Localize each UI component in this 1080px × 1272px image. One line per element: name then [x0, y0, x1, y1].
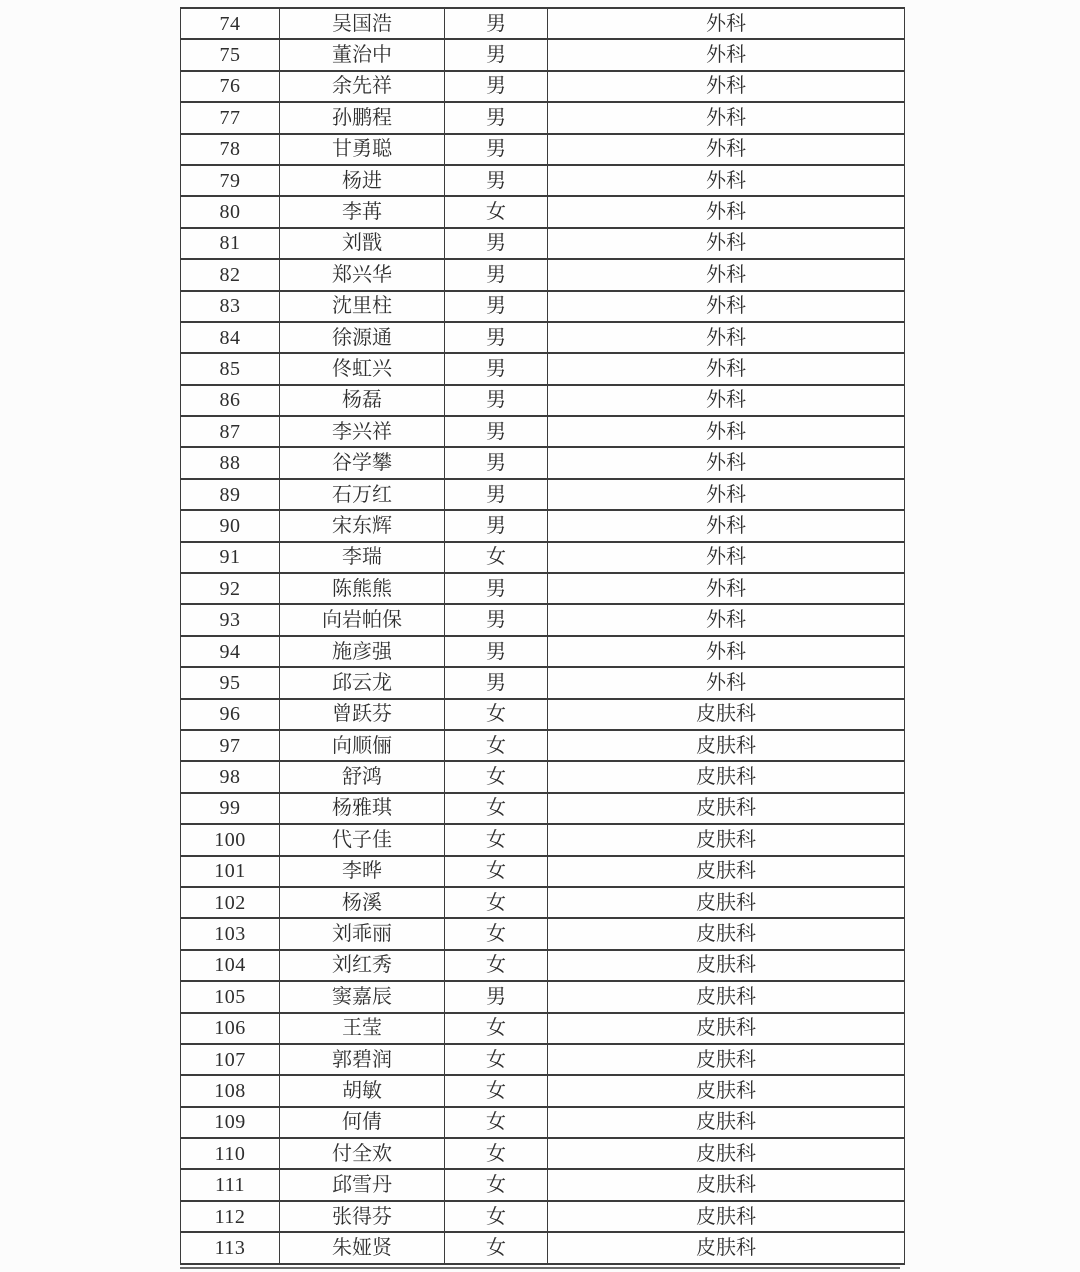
cell-name: 舒鸿 — [280, 761, 445, 792]
next-row-top-border — [180, 1267, 900, 1269]
cell-number: 87 — [181, 416, 280, 447]
cell-number: 81 — [181, 228, 280, 259]
cell-department: 皮肤科 — [548, 1201, 905, 1232]
cell-gender: 男 — [445, 259, 548, 290]
table-row — [181, 322, 905, 353]
table-row — [181, 1075, 905, 1106]
cell-department: 外科 — [548, 667, 905, 698]
table-row — [181, 981, 905, 1012]
table-row — [181, 510, 905, 541]
cell-gender: 女 — [445, 542, 548, 573]
table-row — [181, 1232, 905, 1263]
cell-number: 106 — [181, 1013, 280, 1044]
cell-gender: 男 — [445, 447, 548, 478]
cell-department: 皮肤科 — [548, 887, 905, 918]
cell-name: 徐源通 — [280, 322, 445, 353]
cell-number: 97 — [181, 730, 280, 761]
cell-department: 外科 — [548, 259, 905, 290]
cell-gender: 女 — [445, 1138, 548, 1169]
cell-name: 李晔 — [280, 856, 445, 887]
cell-name: 窦嘉辰 — [280, 981, 445, 1012]
cell-department: 皮肤科 — [548, 1107, 905, 1138]
cell-number: 84 — [181, 322, 280, 353]
cell-name: 胡敏 — [280, 1075, 445, 1106]
cell-name: 沈里柱 — [280, 291, 445, 322]
cell-number: 74 — [181, 8, 280, 39]
cell-gender: 女 — [445, 1044, 548, 1075]
cell-number: 75 — [181, 39, 280, 70]
cell-department: 皮肤科 — [548, 981, 905, 1012]
cell-department: 外科 — [548, 196, 905, 227]
cell-gender: 男 — [445, 416, 548, 447]
cell-department: 外科 — [548, 636, 905, 667]
cell-name: 李兴祥 — [280, 416, 445, 447]
cell-number: 113 — [181, 1232, 280, 1263]
cell-gender: 女 — [445, 196, 548, 227]
cell-department: 外科 — [548, 134, 905, 165]
cell-name: 代子佳 — [280, 824, 445, 855]
cell-name: 向顺俪 — [280, 730, 445, 761]
table-row — [181, 102, 905, 133]
cell-number: 93 — [181, 604, 280, 635]
cell-number: 77 — [181, 102, 280, 133]
cell-gender: 男 — [445, 604, 548, 635]
cell-name: 何倩 — [280, 1107, 445, 1138]
cell-gender: 男 — [445, 510, 548, 541]
cell-department: 外科 — [548, 447, 905, 478]
cell-department: 皮肤科 — [548, 824, 905, 855]
cell-department: 外科 — [548, 479, 905, 510]
cell-number: 95 — [181, 667, 280, 698]
table-row — [181, 71, 905, 102]
table-row — [181, 134, 905, 165]
cell-gender: 男 — [445, 385, 548, 416]
cell-gender: 男 — [445, 981, 548, 1012]
cell-gender: 女 — [445, 887, 548, 918]
cell-number: 107 — [181, 1044, 280, 1075]
cell-gender: 男 — [445, 573, 548, 604]
cell-name: 杨溪 — [280, 887, 445, 918]
table-row — [181, 824, 905, 855]
table-row — [181, 793, 905, 824]
table-row — [181, 479, 905, 510]
cell-name: 施彦强 — [280, 636, 445, 667]
table-row — [181, 950, 905, 981]
cell-gender: 男 — [445, 228, 548, 259]
cell-department: 皮肤科 — [548, 1138, 905, 1169]
cell-gender: 男 — [445, 322, 548, 353]
cell-department: 外科 — [548, 291, 905, 322]
cell-number: 101 — [181, 856, 280, 887]
cell-name: 刘乖丽 — [280, 918, 445, 949]
cell-gender: 男 — [445, 353, 548, 384]
cell-name: 朱娅贤 — [280, 1232, 445, 1263]
cell-name: 佟虹兴 — [280, 353, 445, 384]
table-row — [181, 353, 905, 384]
cell-gender: 女 — [445, 1075, 548, 1106]
cell-department: 外科 — [548, 604, 905, 635]
cell-number: 111 — [181, 1169, 280, 1200]
cell-number: 83 — [181, 291, 280, 322]
table-row — [181, 1138, 905, 1169]
table-row — [181, 761, 905, 792]
cell-name: 李苒 — [280, 196, 445, 227]
cell-department: 皮肤科 — [548, 950, 905, 981]
cell-gender: 男 — [445, 636, 548, 667]
table-row — [181, 1044, 905, 1075]
cell-name: 杨磊 — [280, 385, 445, 416]
cell-number: 99 — [181, 793, 280, 824]
cell-number: 104 — [181, 950, 280, 981]
cell-department: 外科 — [548, 385, 905, 416]
table-row — [181, 730, 905, 761]
cell-department: 皮肤科 — [548, 1169, 905, 1200]
cell-name: 甘勇聪 — [280, 134, 445, 165]
cell-department: 皮肤科 — [548, 1075, 905, 1106]
cell-name: 孙鹏程 — [280, 102, 445, 133]
cell-number: 103 — [181, 918, 280, 949]
cell-department: 皮肤科 — [548, 856, 905, 887]
cell-department: 皮肤科 — [548, 699, 905, 730]
cell-department: 皮肤科 — [548, 1232, 905, 1263]
cell-number: 102 — [181, 887, 280, 918]
cell-gender: 女 — [445, 730, 548, 761]
cell-number: 82 — [181, 259, 280, 290]
cell-name: 石万红 — [280, 479, 445, 510]
cell-gender: 男 — [445, 8, 548, 39]
cell-number: 91 — [181, 542, 280, 573]
table-row — [181, 8, 905, 39]
cell-gender: 男 — [445, 165, 548, 196]
cell-name: 曾跃芬 — [280, 699, 445, 730]
cell-number: 94 — [181, 636, 280, 667]
cell-number: 85 — [181, 353, 280, 384]
cell-department: 外科 — [548, 542, 905, 573]
cell-department: 外科 — [548, 39, 905, 70]
cell-gender: 女 — [445, 1013, 548, 1044]
cell-gender: 女 — [445, 856, 548, 887]
cell-gender: 女 — [445, 761, 548, 792]
table-row — [181, 291, 905, 322]
cell-gender: 女 — [445, 1201, 548, 1232]
cell-number: 86 — [181, 385, 280, 416]
cell-gender: 女 — [445, 950, 548, 981]
table-row — [181, 385, 905, 416]
cell-number: 76 — [181, 71, 280, 102]
table-row — [181, 228, 905, 259]
cell-department: 外科 — [548, 165, 905, 196]
cell-gender: 女 — [445, 824, 548, 855]
cell-name: 付全欢 — [280, 1138, 445, 1169]
cell-gender: 男 — [445, 667, 548, 698]
roster-table — [180, 7, 905, 1265]
cell-gender: 女 — [445, 918, 548, 949]
cell-department: 外科 — [548, 322, 905, 353]
cell-name: 郭碧润 — [280, 1044, 445, 1075]
cell-number: 92 — [181, 573, 280, 604]
cell-department: 外科 — [548, 510, 905, 541]
table-row — [181, 259, 905, 290]
table-row — [181, 165, 905, 196]
table-row — [181, 196, 905, 227]
roster-table-body — [181, 8, 905, 1264]
cell-name: 余先祥 — [280, 71, 445, 102]
cell-name: 谷学攀 — [280, 447, 445, 478]
cell-number: 96 — [181, 699, 280, 730]
cell-department: 皮肤科 — [548, 761, 905, 792]
table-row — [181, 573, 905, 604]
cell-name: 向岩帕保 — [280, 604, 445, 635]
table-row — [181, 447, 905, 478]
cell-number: 89 — [181, 479, 280, 510]
cell-department: 皮肤科 — [548, 1013, 905, 1044]
cell-department: 外科 — [548, 416, 905, 447]
cell-name: 邱云龙 — [280, 667, 445, 698]
cell-gender: 男 — [445, 39, 548, 70]
cell-number: 109 — [181, 1107, 280, 1138]
cell-gender: 女 — [445, 1169, 548, 1200]
cell-gender: 女 — [445, 793, 548, 824]
table-row — [181, 39, 905, 70]
cell-number: 78 — [181, 134, 280, 165]
table-row — [181, 1169, 905, 1200]
cell-name: 杨雅琪 — [280, 793, 445, 824]
cell-gender: 女 — [445, 1107, 548, 1138]
cell-number: 100 — [181, 824, 280, 855]
cell-department: 外科 — [548, 71, 905, 102]
table-row — [181, 542, 905, 573]
cell-number: 90 — [181, 510, 280, 541]
cell-name: 杨进 — [280, 165, 445, 196]
cell-department: 外科 — [548, 353, 905, 384]
cell-number: 88 — [181, 447, 280, 478]
table-row — [181, 1201, 905, 1232]
cell-name: 刘戬 — [280, 228, 445, 259]
table-row — [181, 856, 905, 887]
cell-name: 李瑞 — [280, 542, 445, 573]
cell-number: 80 — [181, 196, 280, 227]
cell-name: 张得芬 — [280, 1201, 445, 1232]
cell-name: 宋东辉 — [280, 510, 445, 541]
cell-name: 陈熊熊 — [280, 573, 445, 604]
cell-number: 112 — [181, 1201, 280, 1232]
cell-name: 刘红秀 — [280, 950, 445, 981]
table-row — [181, 1107, 905, 1138]
cell-gender: 男 — [445, 291, 548, 322]
table-row — [181, 636, 905, 667]
table-row — [181, 604, 905, 635]
cell-number: 105 — [181, 981, 280, 1012]
cell-number: 79 — [181, 165, 280, 196]
cell-name: 邱雪丹 — [280, 1169, 445, 1200]
cell-gender: 男 — [445, 71, 548, 102]
cell-name: 郑兴华 — [280, 259, 445, 290]
cell-gender: 女 — [445, 699, 548, 730]
table-row — [181, 699, 905, 730]
cell-name: 吴国浩 — [280, 8, 445, 39]
cell-department: 皮肤科 — [548, 918, 905, 949]
cell-number: 108 — [181, 1075, 280, 1106]
cell-department: 皮肤科 — [548, 730, 905, 761]
table-row — [181, 1013, 905, 1044]
cell-department: 皮肤科 — [548, 1044, 905, 1075]
cell-number: 110 — [181, 1138, 280, 1169]
cell-department: 皮肤科 — [548, 793, 905, 824]
table-row — [181, 918, 905, 949]
cell-number: 98 — [181, 761, 280, 792]
table-row — [181, 667, 905, 698]
cell-department: 外科 — [548, 8, 905, 39]
cell-name: 王莹 — [280, 1013, 445, 1044]
cell-name: 董治中 — [280, 39, 445, 70]
cell-gender: 女 — [445, 1232, 548, 1263]
cell-department: 外科 — [548, 102, 905, 133]
cell-department: 外科 — [548, 228, 905, 259]
cell-gender: 男 — [445, 134, 548, 165]
cell-gender: 男 — [445, 102, 548, 133]
cell-department: 外科 — [548, 573, 905, 604]
table-row — [181, 887, 905, 918]
table-row — [181, 416, 905, 447]
cell-gender: 男 — [445, 479, 548, 510]
